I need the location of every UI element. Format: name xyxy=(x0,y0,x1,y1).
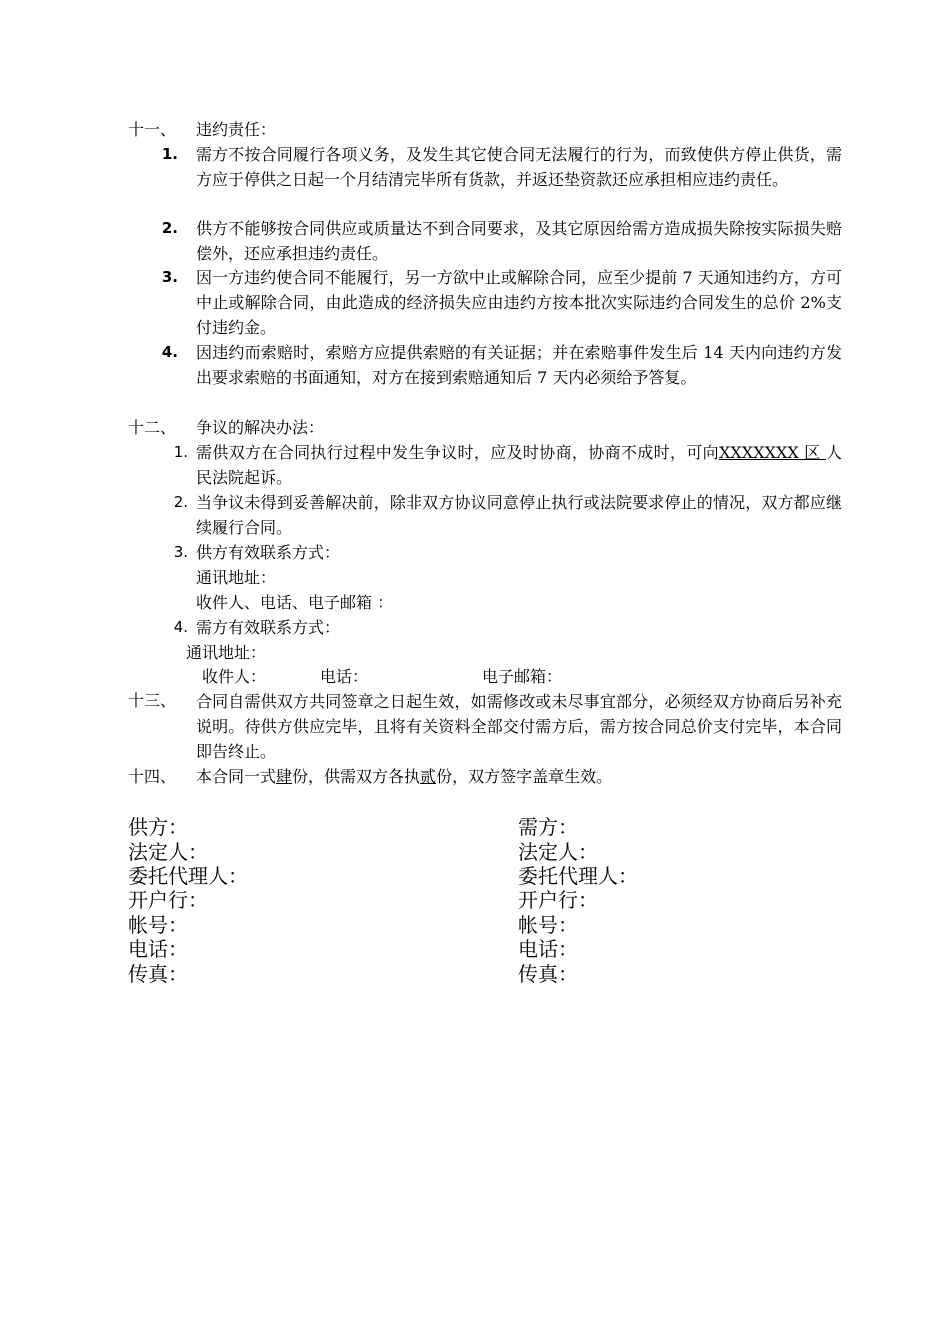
supplier-account-label: 帐号： xyxy=(128,913,188,937)
item-text: 需方有效联系方式： xyxy=(196,618,341,637)
buyer-label: 需方： xyxy=(518,815,578,839)
buyer-phone-label: 电话： xyxy=(518,937,578,961)
buyer-bank-label: 开户行： xyxy=(518,888,598,912)
buyer-email-label: 电子邮箱： xyxy=(482,667,563,686)
item-number: 3. xyxy=(173,543,188,561)
item-number: 1. xyxy=(161,145,178,163)
court-name: XXXXXXX 区 xyxy=(719,443,826,462)
item-text-part: 需供双方在合同执行过程中发生争议时，应及时协商，协商不成时，可向 xyxy=(196,443,720,462)
item-text: 供方有效联系方式： xyxy=(196,543,341,562)
section-11-title: 违约责任： xyxy=(196,120,277,139)
buyer-fax-label: 传真： xyxy=(518,962,578,986)
buyer-phone-label: 电话： xyxy=(320,667,369,686)
item-text: 因一方违约使合同不能履行，另一方欲中止或解除合同，应至少提前 7 天通知违约方，方可中止或解除合同，由此造成的经济损失应由违约方按本批次实际违约合同发生的总价 2%支付违约金。 xyxy=(196,268,842,337)
item-number: 1. xyxy=(173,443,188,461)
item-text: 供方不能够按合同供应或质量达不到合同要求，及其它原因给需方造成损失除按实际损失赔偿外，还应承担违约责任。 xyxy=(196,219,842,263)
section-11-number: 十一、 xyxy=(128,120,177,139)
supplier-bank-label: 开户行： xyxy=(128,888,208,912)
supplier-contact-label: 收件人、电话、电子邮箱 ： xyxy=(196,593,394,612)
section-13-text: 合同自需供双方共同签章之日起生效，如需修改或未尽事宜部分，必须经双方协商后另补充说明。待供方供应完毕，且将有关资料全部交付需方后，需方按合同总价支付完毕，本合同即告终止。 xyxy=(196,692,842,761)
buyer-account-label: 帐号： xyxy=(518,913,578,937)
buyer-address-label: 通讯地址： xyxy=(186,643,267,662)
copies-each: 贰 xyxy=(420,767,437,786)
section-13-number: 十三、 xyxy=(128,691,177,710)
buyer-legal-rep-label: 法定人： xyxy=(518,840,598,864)
supplier-label: 供方： xyxy=(128,815,188,839)
supplier-legal-rep-label: 法定人： xyxy=(128,840,208,864)
buyer-recipient-label: 收件人： xyxy=(202,667,267,686)
item-text: 因违约而索赔时，索赔方应提供索赔的有关证据；并在索赔事件发生后 14 天内向违约方发出要求索赔的书面通知，对方在接到索赔通知后 7 天内必须给予答复。 xyxy=(196,343,842,387)
supplier-agent-label: 委托代理人： xyxy=(128,864,248,888)
copies-total: 肆 xyxy=(276,767,293,786)
item-text: 当争议未得到妥善解决前，除非双方协议同意停止执行或法院要求停止的情况，双方都应继续履行合同。 xyxy=(196,493,842,537)
item-number: 4. xyxy=(173,618,188,636)
item-text xyxy=(196,440,842,490)
supplier-address-label: 通讯地址： xyxy=(196,568,277,587)
item-text-part: 人民法院起诉。 xyxy=(196,443,842,487)
item-number: 3. xyxy=(161,268,178,286)
section-12-heading xyxy=(128,418,325,438)
item-text: 需方不按合同履行各项义务，及发生其它使合同无法履行的行为，而致使供方停止供货，需方应于停供之日起一个月结清完毕所有货款，并返还垫资款还应承担相应违约责任。 xyxy=(196,145,842,189)
section-12-title: 争议的解决办法： xyxy=(196,418,325,437)
supplier-fax-label: 传真： xyxy=(128,962,188,986)
section-12-number: 十二、 xyxy=(128,418,177,437)
item-number: 2. xyxy=(173,493,188,511)
buyer-agent-label: 委托代理人： xyxy=(518,864,638,888)
item-number: 2. xyxy=(161,219,178,237)
supplier-phone-label: 电话： xyxy=(128,937,188,961)
item-number: 4. xyxy=(161,343,178,361)
section-14-number: 十四、 xyxy=(128,767,177,786)
text-part: 份，供需双方各执 xyxy=(292,767,421,786)
text-part: 本合同一式 xyxy=(196,767,277,786)
section-11-heading xyxy=(128,120,277,140)
section-14-text xyxy=(196,767,612,787)
text-part: 份，双方签字盖章生效。 xyxy=(436,767,613,786)
